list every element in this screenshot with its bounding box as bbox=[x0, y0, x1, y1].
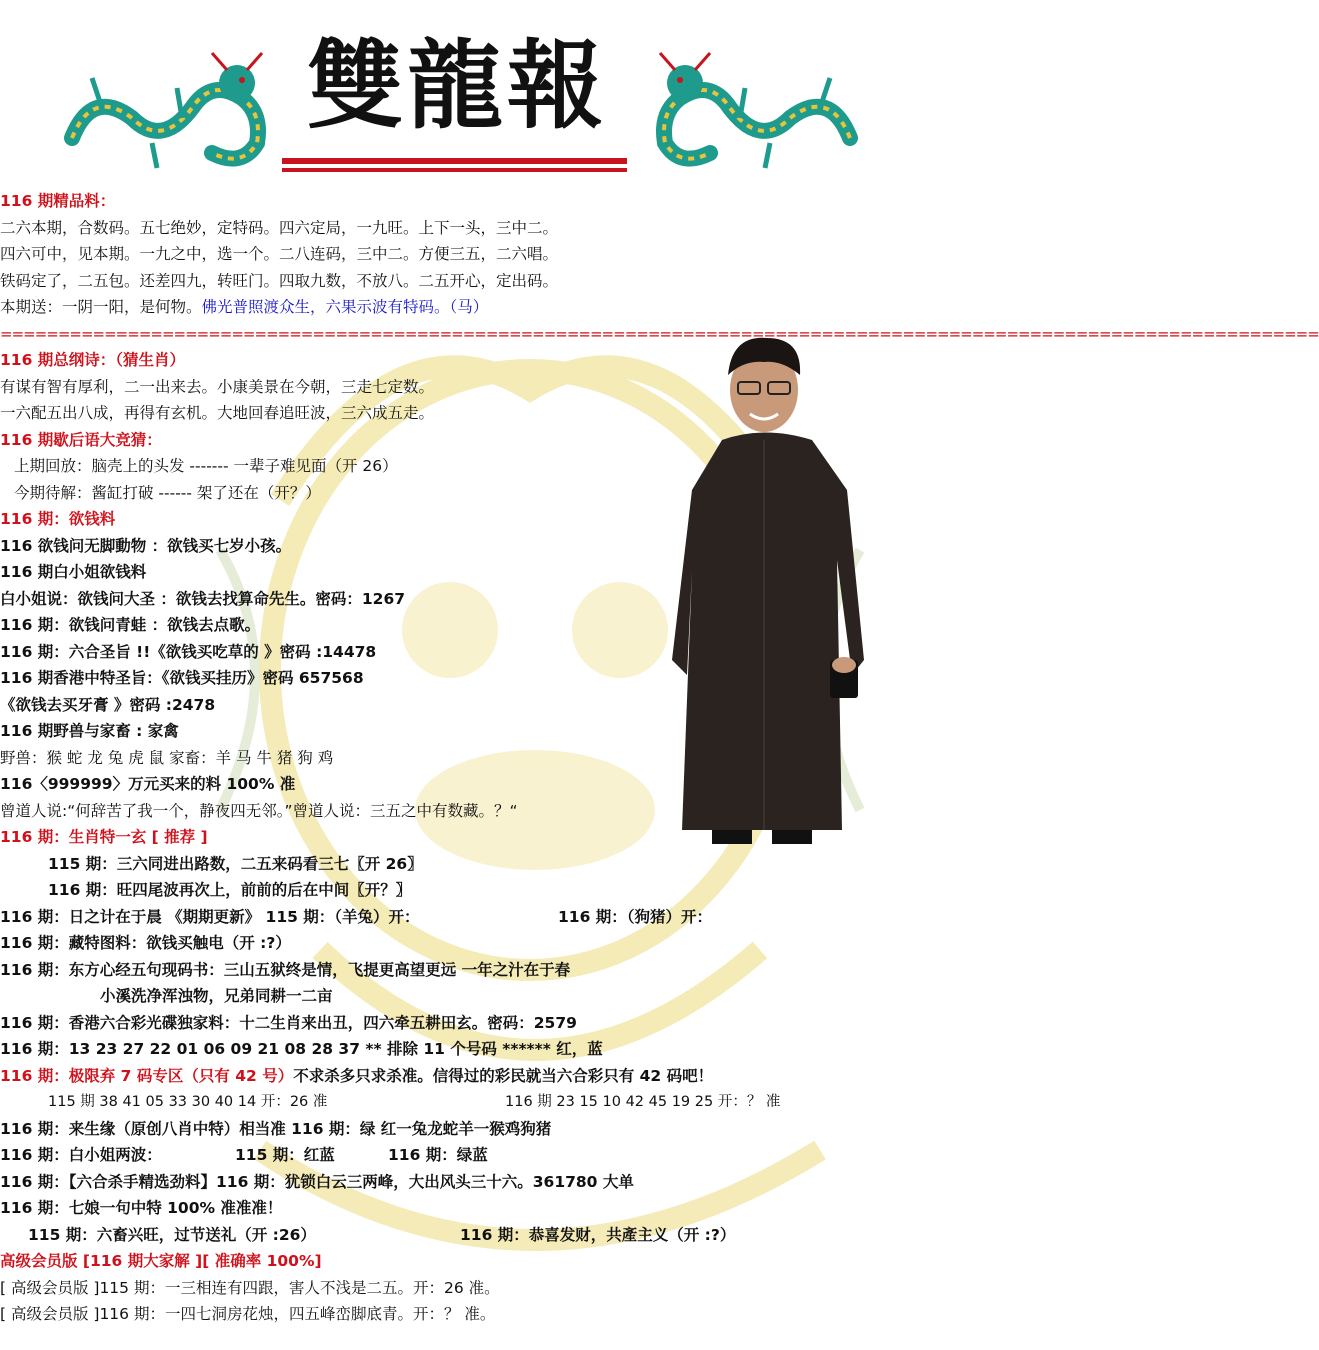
separator-line: ================================================================================================================== bbox=[0, 324, 1319, 343]
section-heading: 116 期精品料： bbox=[0, 192, 116, 210]
text-line: 116 期白小姐欲钱料 bbox=[0, 563, 147, 581]
text-span: 116 期：白小姐两波： bbox=[0, 1146, 162, 1164]
title-underline-2 bbox=[282, 168, 627, 172]
text-span: 116 期：日之计在于晨 《期期更新》 115 期：（羊兔）开： bbox=[0, 907, 420, 926]
text-line bbox=[0, 904, 900, 931]
text-line: 116〈999999〉万元买来的料 100% 准 bbox=[0, 775, 296, 793]
text-line: 116 期：藏特图料：欲钱买触电（开 :?） bbox=[0, 934, 291, 952]
right-dragon-icon bbox=[640, 48, 860, 178]
text-line: 116 期：香港六合彩光碟独家料：十二生肖来出丑，四六牵五耕田玄。密码：2579 bbox=[0, 1013, 577, 1032]
text-line bbox=[0, 1222, 900, 1249]
text-line: 《欲钱去买牙膏 》密码 :2478 bbox=[0, 695, 216, 714]
text-line: 今期待解：酱缸打破 ------ 架了还在（开？） bbox=[14, 483, 321, 502]
text-line: 有谋有智有厚利，二一出来去。小康美景在今朝，三走七定数。 bbox=[0, 377, 435, 396]
text-line: 铁码定了，二五包。还差四九，转旺门。四取九数，不放八。二五开心，定出码。 bbox=[0, 271, 559, 290]
text-line: 116 期：六合圣旨 !!《欲钱买吃草的 》密码 :14478 bbox=[0, 642, 377, 661]
text-span: 116 期：恭喜发财，共產主义（开 :?） bbox=[460, 1225, 736, 1244]
text-line bbox=[0, 1063, 900, 1090]
text-line bbox=[0, 1089, 900, 1116]
text-line bbox=[0, 1142, 900, 1169]
text-span: 115 期：六畜兴旺，过节送礼（开 :26） bbox=[28, 1225, 316, 1244]
text-line: 116 期：七娘一句中特 100% 准准准！ bbox=[0, 1199, 283, 1217]
text-line: 116 期：13 23 27 22 01 06 09 21 08 28 37 ** 排除 11 个号码 ****** 红，蓝 bbox=[0, 1040, 603, 1058]
text-line: 野兽：猴 蛇 龙 兔 虎 鼠 家畜：羊 马 牛 猪 狗 鸡 bbox=[0, 748, 334, 767]
masthead bbox=[0, 0, 900, 192]
text-span: 116 期：（狗猪）开： bbox=[558, 907, 713, 926]
text-line: [ 高级会员版 ]116 期：一四七洞房花烛，四五峰峦脚底青。开：？ 准。 bbox=[0, 1305, 496, 1323]
text-line: [ 高级会员版 ]115 期：一三相连有四跟，害人不浅是二五。开：26 准。 bbox=[0, 1278, 500, 1297]
text-line: 曾道人说:“何辞苦了我一个，静夜四无邻。”曾道人说：三五之中有数藏。？“ bbox=[0, 801, 518, 820]
text-span: 本期送：一阴一阳，是何物。 bbox=[0, 298, 202, 316]
text-line: 二六本期，合数码。五七绝妙，定特码。四六定局，一九旺。上下一头，三中二。 bbox=[0, 218, 559, 237]
text-line: 116 期：东方心经五句现码书：三山五狱终是情，飞提更高望更远 一年之汁在于春 bbox=[0, 960, 571, 979]
title-underline bbox=[282, 158, 627, 164]
text-line: 115 期：三六同进出路数，二五来码看三七〖开 26〗 bbox=[48, 854, 423, 873]
newspaper-title: 雙龍報 bbox=[307, 29, 607, 142]
text-line: 116 欲钱问无脚動物 ：欲钱买七岁小孩。 bbox=[0, 536, 292, 555]
text-line: 116 期香港中特圣旨：《欲钱买挂历》密码 657568 bbox=[0, 669, 364, 687]
text-span: 115 期：红蓝 bbox=[235, 1146, 335, 1164]
text-span: 116 期 23 15 10 42 45 19 25 开：？ 准 bbox=[505, 1094, 781, 1110]
text-line: 116 期：来生缘（原创八肖中特）相当准 116 期：绿 红一兔龙蛇羊一猴鸡狗猪 bbox=[0, 1119, 552, 1138]
section-heading: 116 期：生肖特一玄 [ 推荐 ] bbox=[0, 828, 208, 846]
text-line: 上期回放：脑壳上的头发 ------- 一辈子难见面（开 26） bbox=[14, 457, 398, 475]
text-span: 115 期 38 41 05 33 30 40 14 开：26 准 bbox=[48, 1094, 328, 1110]
section-heading: 116 期：欲钱料 bbox=[0, 510, 116, 528]
text-line: 小溪洗净浑浊物，兄弟同耕一二亩 bbox=[100, 987, 333, 1005]
text-line: 116 期：欲钱问青蛙 ：欲钱去点歌。 bbox=[0, 616, 261, 634]
section-heading: 116 期歇后语大竞猜： bbox=[0, 430, 162, 449]
section-heading: 高级会员版 [116 期大家解 ][ 准确率 100%] bbox=[0, 1252, 322, 1270]
article-content bbox=[0, 188, 1319, 1328]
text-line: 116 期：【六合杀手精选劲料】116 期：犹锁白云三两峰，大出风头三十六。361780 大单 bbox=[0, 1172, 634, 1191]
text-line: 116 期：旺四尾波再次上，前前的后在中间〖开？〗 bbox=[48, 881, 412, 899]
section-heading: 116 期总纲诗：（猜生肖） bbox=[0, 351, 186, 369]
left-dragon-icon bbox=[62, 48, 282, 178]
text-line: 一六配五出八成，再得有玄机。大地回春追旺波，三六成五走。 bbox=[0, 404, 435, 422]
text-span: 116 期：绿蓝 bbox=[388, 1146, 488, 1164]
text-line bbox=[0, 294, 900, 321]
highlight-text: 116 期：极限弃 7 码专区（只有 42 号） bbox=[0, 1066, 294, 1085]
text-line: 四六可中，见本期。一九之中，选一个。二八连码，三中二。方便三五，二六唱。 bbox=[0, 245, 559, 263]
highlight-text: 佛光普照渡众生，六果示波有特码。（马） bbox=[201, 298, 489, 316]
text-line: 116 期野兽与家畜 : 家禽 bbox=[0, 722, 179, 740]
text-span: 不求杀多只求杀准。信得过的彩民就当六合彩只有 42 码吧！ bbox=[293, 1066, 714, 1085]
text-line: 白小姐说：欲钱问大圣 ：欲钱去找算命先生。密码：1267 bbox=[0, 589, 406, 608]
